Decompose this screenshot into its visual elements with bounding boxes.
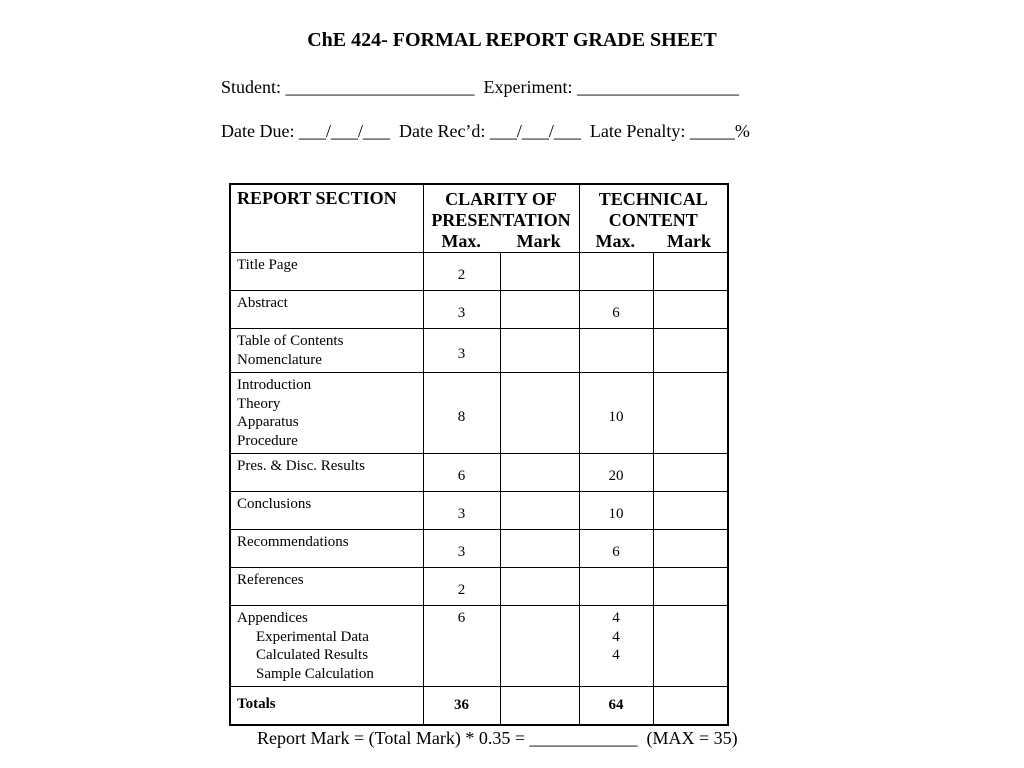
clarity-mark-cell[interactable] [500, 373, 579, 454]
header-row [230, 184, 728, 253]
technical-max: 6 [579, 291, 653, 329]
table-row [230, 530, 728, 568]
technical-max: 10 [579, 373, 653, 454]
technical-mark-cell[interactable] [653, 329, 728, 373]
section-line: Table of Contents [237, 333, 344, 349]
table-row-appendices [230, 606, 728, 687]
section-line: Nomenclature [237, 351, 322, 368]
header-tech-max: Max. [595, 231, 635, 251]
header-clarity-line2: PRESENTATION [431, 210, 571, 230]
clarity-mark-cell[interactable] [500, 454, 579, 492]
header-clarity-mark: Mark [516, 231, 561, 251]
section-line: References [237, 572, 304, 588]
clarity-mark-cell[interactable] [500, 492, 579, 530]
report-mark-formula: Report Mark = (Total Mark) * 0.35 = ____________ (MAX = 35) [257, 728, 738, 748]
clarity-max: 6 [423, 454, 500, 492]
clarity-max: 3 [423, 492, 500, 530]
section-label [230, 373, 423, 454]
technical-mark-cell[interactable] [653, 568, 728, 606]
technical-mark-cell[interactable] [653, 530, 728, 568]
section-line: Recommendations [237, 534, 349, 550]
table-row [230, 291, 728, 329]
section-line: Theory [237, 395, 281, 412]
section-label [230, 530, 423, 568]
technical-mark-cell[interactable] [653, 492, 728, 530]
header-tech-line2: CONTENT [608, 210, 698, 230]
section-label [230, 568, 423, 606]
appendix-sub: Experimental Data [256, 628, 369, 645]
section-line: Apparatus [237, 414, 299, 430]
clarity-max: 3 [423, 530, 500, 568]
clarity-max: 3 [423, 291, 500, 329]
clarity-mark-cell[interactable] [500, 253, 579, 291]
page-title: ChE 424- FORMAL REPORT GRADE SHEET [307, 29, 717, 51]
technical-mark-cell[interactable] [653, 373, 728, 454]
clarity-total: 36 [423, 687, 500, 725]
table-row [230, 253, 728, 291]
section-line: Pres. & Disc. Results [237, 458, 365, 474]
header-clarity-line1: CLARITY OF [445, 189, 557, 209]
technical-max: 20 [579, 454, 653, 492]
section-label [230, 291, 423, 329]
tech-max-value: 4 [612, 628, 620, 645]
technical-max [579, 329, 653, 373]
section-line: Procedure [237, 432, 298, 449]
section-label [230, 253, 423, 291]
appendix-sub: Sample Calculation [256, 665, 374, 682]
technical-total: 64 [579, 687, 653, 725]
technical-mark-cell[interactable] [653, 253, 728, 291]
tech-max-value: 4 [612, 647, 620, 663]
clarity-mark-cell[interactable] [500, 568, 579, 606]
technical-max [579, 568, 653, 606]
clarity-mark-total[interactable] [500, 687, 579, 725]
clarity-mark-cell[interactable] [500, 291, 579, 329]
table-row [230, 373, 728, 454]
table-row [230, 568, 728, 606]
technical-max: 10 [579, 492, 653, 530]
header-technical [579, 184, 728, 253]
technical-mark-cell[interactable] [653, 454, 728, 492]
totals-label: Totals [230, 687, 423, 725]
technical-mark-cell[interactable] [653, 291, 728, 329]
clarity-max: 2 [423, 253, 500, 291]
technical-max [579, 253, 653, 291]
table-row [230, 454, 728, 492]
header-tech-mark: Mark [667, 231, 711, 251]
section-label [230, 454, 423, 492]
table-row [230, 329, 728, 373]
clarity-mark-cell[interactable] [500, 606, 579, 687]
technical-mark-total[interactable] [653, 687, 728, 725]
table-row [230, 492, 728, 530]
header-clarity-max: Max. [441, 231, 481, 251]
clarity-max: 8 [423, 373, 500, 454]
clarity-mark-cell[interactable] [500, 329, 579, 373]
appendix-sub: Calculated Results [256, 647, 369, 663]
header-tech-line1: TECHNICAL [598, 189, 708, 209]
appendices-label: Appendices [237, 610, 308, 626]
grade-table [229, 183, 729, 726]
header-report-section: REPORT SECTION [230, 184, 423, 253]
section-label [230, 329, 423, 373]
clarity-max: 6 [423, 606, 500, 687]
table-row-totals [230, 687, 728, 725]
technical-mark-cell[interactable] [653, 606, 728, 687]
section-label [230, 492, 423, 530]
section-label [230, 606, 423, 687]
section-line: Title Page [237, 257, 298, 273]
student-experiment-line: Student: _____________________ Experiment: __________________ [221, 77, 739, 97]
technical-max [579, 606, 653, 687]
header-clarity [423, 184, 579, 253]
section-line: Conclusions [237, 496, 312, 512]
section-line: Introduction [237, 377, 312, 393]
clarity-mark-cell[interactable] [500, 530, 579, 568]
clarity-max: 2 [423, 568, 500, 606]
technical-max: 6 [579, 530, 653, 568]
section-line: Abstract [237, 295, 288, 311]
clarity-max: 3 [423, 329, 500, 373]
dates-penalty-line: Date Due: ___/___/___ Date Rec’d: ___/___/___ Late Penalty: _____% [221, 121, 750, 141]
tech-max-value: 4 [612, 610, 620, 626]
